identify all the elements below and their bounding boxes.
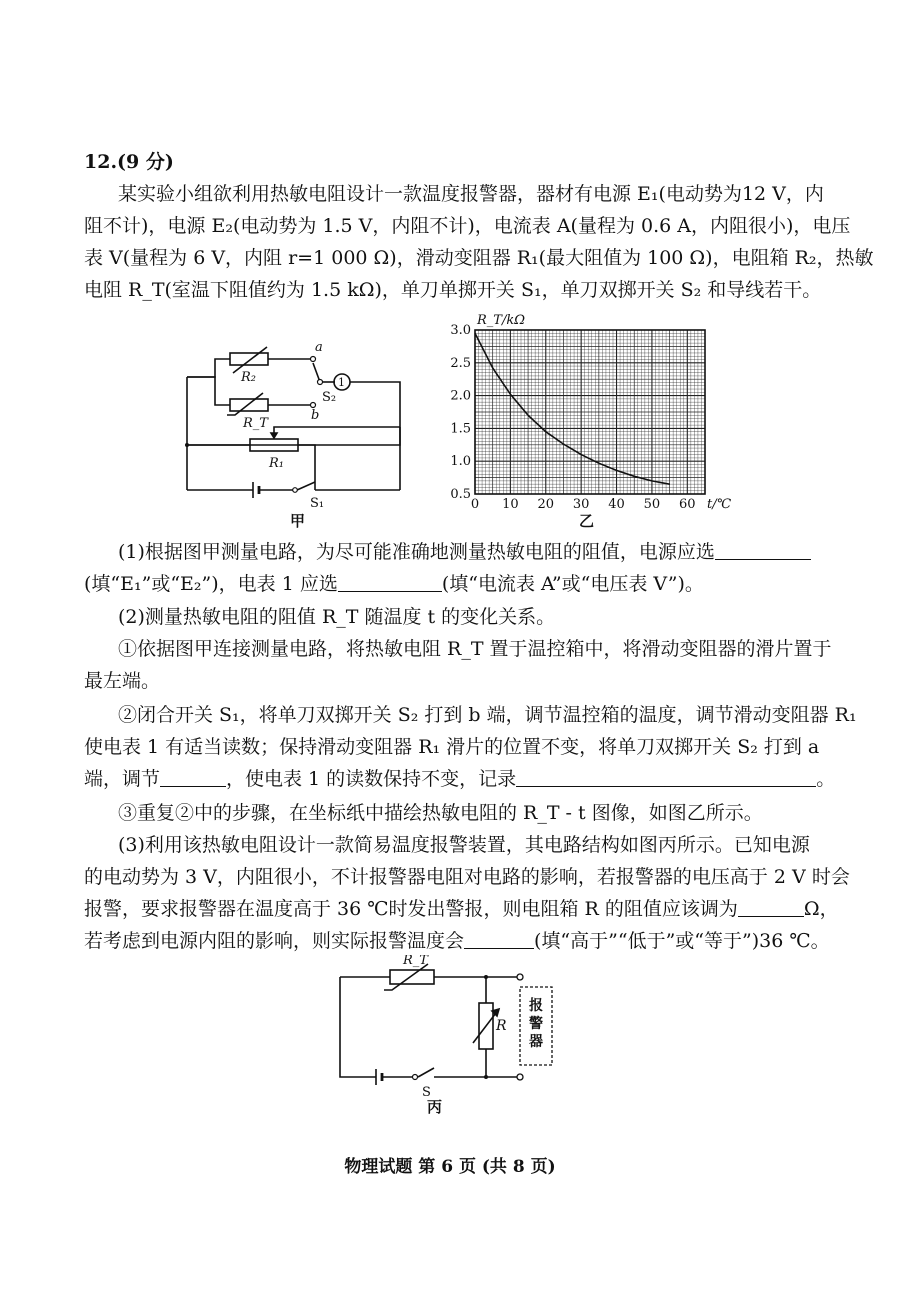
- bing-label-s: S: [422, 1085, 431, 1100]
- part3-line3-pre: 报警，要求报警器在温度高于 36 ℃时发出警报，则电阻箱 R 的阻值应该调为: [84, 898, 738, 920]
- label-r2: R₂: [241, 370, 256, 385]
- part1-line1-text: (1)根据图甲测量电路，为尽可能准确地测量热敏电阻的阻值，电源应选: [118, 541, 715, 563]
- part2-title: (2)测量热敏电阻的阻值 R_T 随温度 t 的变化关系。: [118, 606, 556, 628]
- circuit-diagram-jia: [175, 335, 410, 515]
- part2-step2-line3: [84, 763, 835, 795]
- y-tick-label: 1.5: [450, 421, 471, 437]
- part2-step2-line2: 使电表 1 有适当读数；保持滑动变阻器 R₁ 滑片的位置不变，将单刀双掷开关 S₂ 打到 a: [84, 736, 820, 758]
- part2-step2-line1: ②闭合开关 S₁，将单刀双掷开关 S₂ 打到 b 端，调节温控箱的温度，调节滑动变阻器 R₁: [118, 704, 857, 726]
- part2-step2-line3-post: 。: [816, 768, 836, 790]
- label-s1: S₁: [310, 496, 325, 511]
- rt-t-chart: [435, 306, 735, 516]
- intro-line-2: 阻不计)，电源 E₂(电动势为 1.5 V，内阻不计)，电流表 A(量程为 0.6 A，内阻很小)，电压: [84, 215, 851, 237]
- part3-line2: 的电动势为 3 V，内阻很小，不计报警器电阻对电路的影响，若报警器的电压高于 2 V 时会: [84, 866, 850, 888]
- part3-line3-post: Ω，: [803, 898, 839, 920]
- figure-jia-caption: 甲: [290, 512, 306, 530]
- y-tick-label: 1.0: [450, 454, 471, 470]
- alarm-label-char: 警: [529, 1016, 543, 1032]
- x-tick-label: 0: [470, 497, 480, 512]
- answer-blank-adjust[interactable]: [160, 766, 226, 787]
- bing-label-r: R: [496, 1018, 507, 1034]
- part3-line4-post: (填“高于”“低于”或“等于”)36 ℃。: [534, 930, 830, 952]
- part2-step1-line2: 最左端。: [84, 670, 161, 692]
- figure-bing-caption: 丙: [427, 1098, 443, 1116]
- intro-line-4: 电阻 R_T(室温下阻值约为 1.5 kΩ)，单刀单掷开关 S₁，单刀双掷开关 S₂ 和导线若干。: [84, 279, 822, 301]
- alarm-label: [528, 997, 543, 1050]
- chart-x-label: t/℃: [707, 497, 732, 512]
- part3-line4: [84, 925, 830, 957]
- answer-blank-power-source[interactable]: [715, 539, 811, 560]
- question-number: 12.(9 分): [84, 151, 174, 173]
- part3-line1: (3)利用该热敏电阻设计一款简易温度报警装置，其电路结构如图丙所示。已知电源: [118, 834, 810, 856]
- part1-line1: [118, 536, 811, 568]
- answer-blank-actual-temp[interactable]: [464, 928, 534, 949]
- intro-line-1: 某实验小组欲利用热敏电阻设计一款温度报警器，器材有电源 E₁(电动势为12 V，内: [118, 183, 824, 205]
- part2-step1-line1: ①依据图甲连接测量电路，将热敏电阻 R_T 置于温控箱中，将滑动变阻器的滑片置于: [118, 638, 832, 660]
- label-a: a: [315, 340, 323, 355]
- alarm-label-char: 器: [529, 1034, 543, 1050]
- x-tick-label: 60: [679, 497, 696, 512]
- part1-line2-post: (填“电流表 A”或“电压表 V”)。: [441, 573, 704, 595]
- part3-line3: [84, 893, 839, 925]
- x-tick-label: 10: [502, 497, 519, 512]
- intro-line-3: 表 V(量程为 6 V，内阻 r=1 000 Ω)，滑动变阻器 R₁(最大阻值为 100 Ω)，电阻箱 R₂，热敏: [84, 247, 874, 269]
- y-tick-label: 2.0: [450, 388, 471, 404]
- y-tick-label: 0.5: [450, 487, 471, 502]
- part1-line2-text: (填“E₁”或“E₂”)，电表 1 应选: [84, 573, 338, 595]
- label-rt: R_T: [243, 416, 268, 431]
- x-tick-label: 50: [643, 497, 661, 512]
- answer-blank-record[interactable]: [516, 766, 816, 787]
- label-b: b: [311, 408, 320, 423]
- part2-step2-line3-pre: 端，调节: [84, 768, 161, 790]
- chart-grid: [475, 330, 705, 494]
- part3-line4-pre: 若考虑到电源内阻的影响，则实际报警温度会: [84, 930, 465, 952]
- x-tick-label: 20: [537, 497, 555, 512]
- meter-1-label: 1: [338, 376, 345, 389]
- figure-yi-caption: 乙: [579, 512, 595, 530]
- x-tick-label: 40: [608, 497, 625, 512]
- page-footer: 物理试题 第 6 页 (共 8 页): [344, 1157, 556, 1177]
- part1-line2: [84, 568, 704, 600]
- answer-blank-resistance[interactable]: [738, 896, 804, 917]
- y-tick-label: 3.0: [450, 323, 471, 338]
- circuit-diagram-bing: [328, 955, 578, 1115]
- y-tick-label: 2.5: [450, 355, 471, 371]
- label-r1: R₁: [269, 456, 284, 471]
- answer-blank-meter[interactable]: [338, 571, 442, 592]
- bing-label-rt: R_T: [403, 955, 428, 968]
- part2-step3: ③重复②中的步骤，在坐标纸中描绘热敏电阻的 R_T - t 图像，如图乙所示。: [118, 802, 763, 824]
- label-s2: S₂: [322, 390, 337, 405]
- part2-step2-line3-mid: ，使电表 1 的读数保持不变，记录: [226, 768, 517, 790]
- x-tick-label: 30: [572, 497, 590, 512]
- chart-y-label: R_T/kΩ: [477, 313, 525, 328]
- alarm-label-char: 报: [529, 998, 543, 1014]
